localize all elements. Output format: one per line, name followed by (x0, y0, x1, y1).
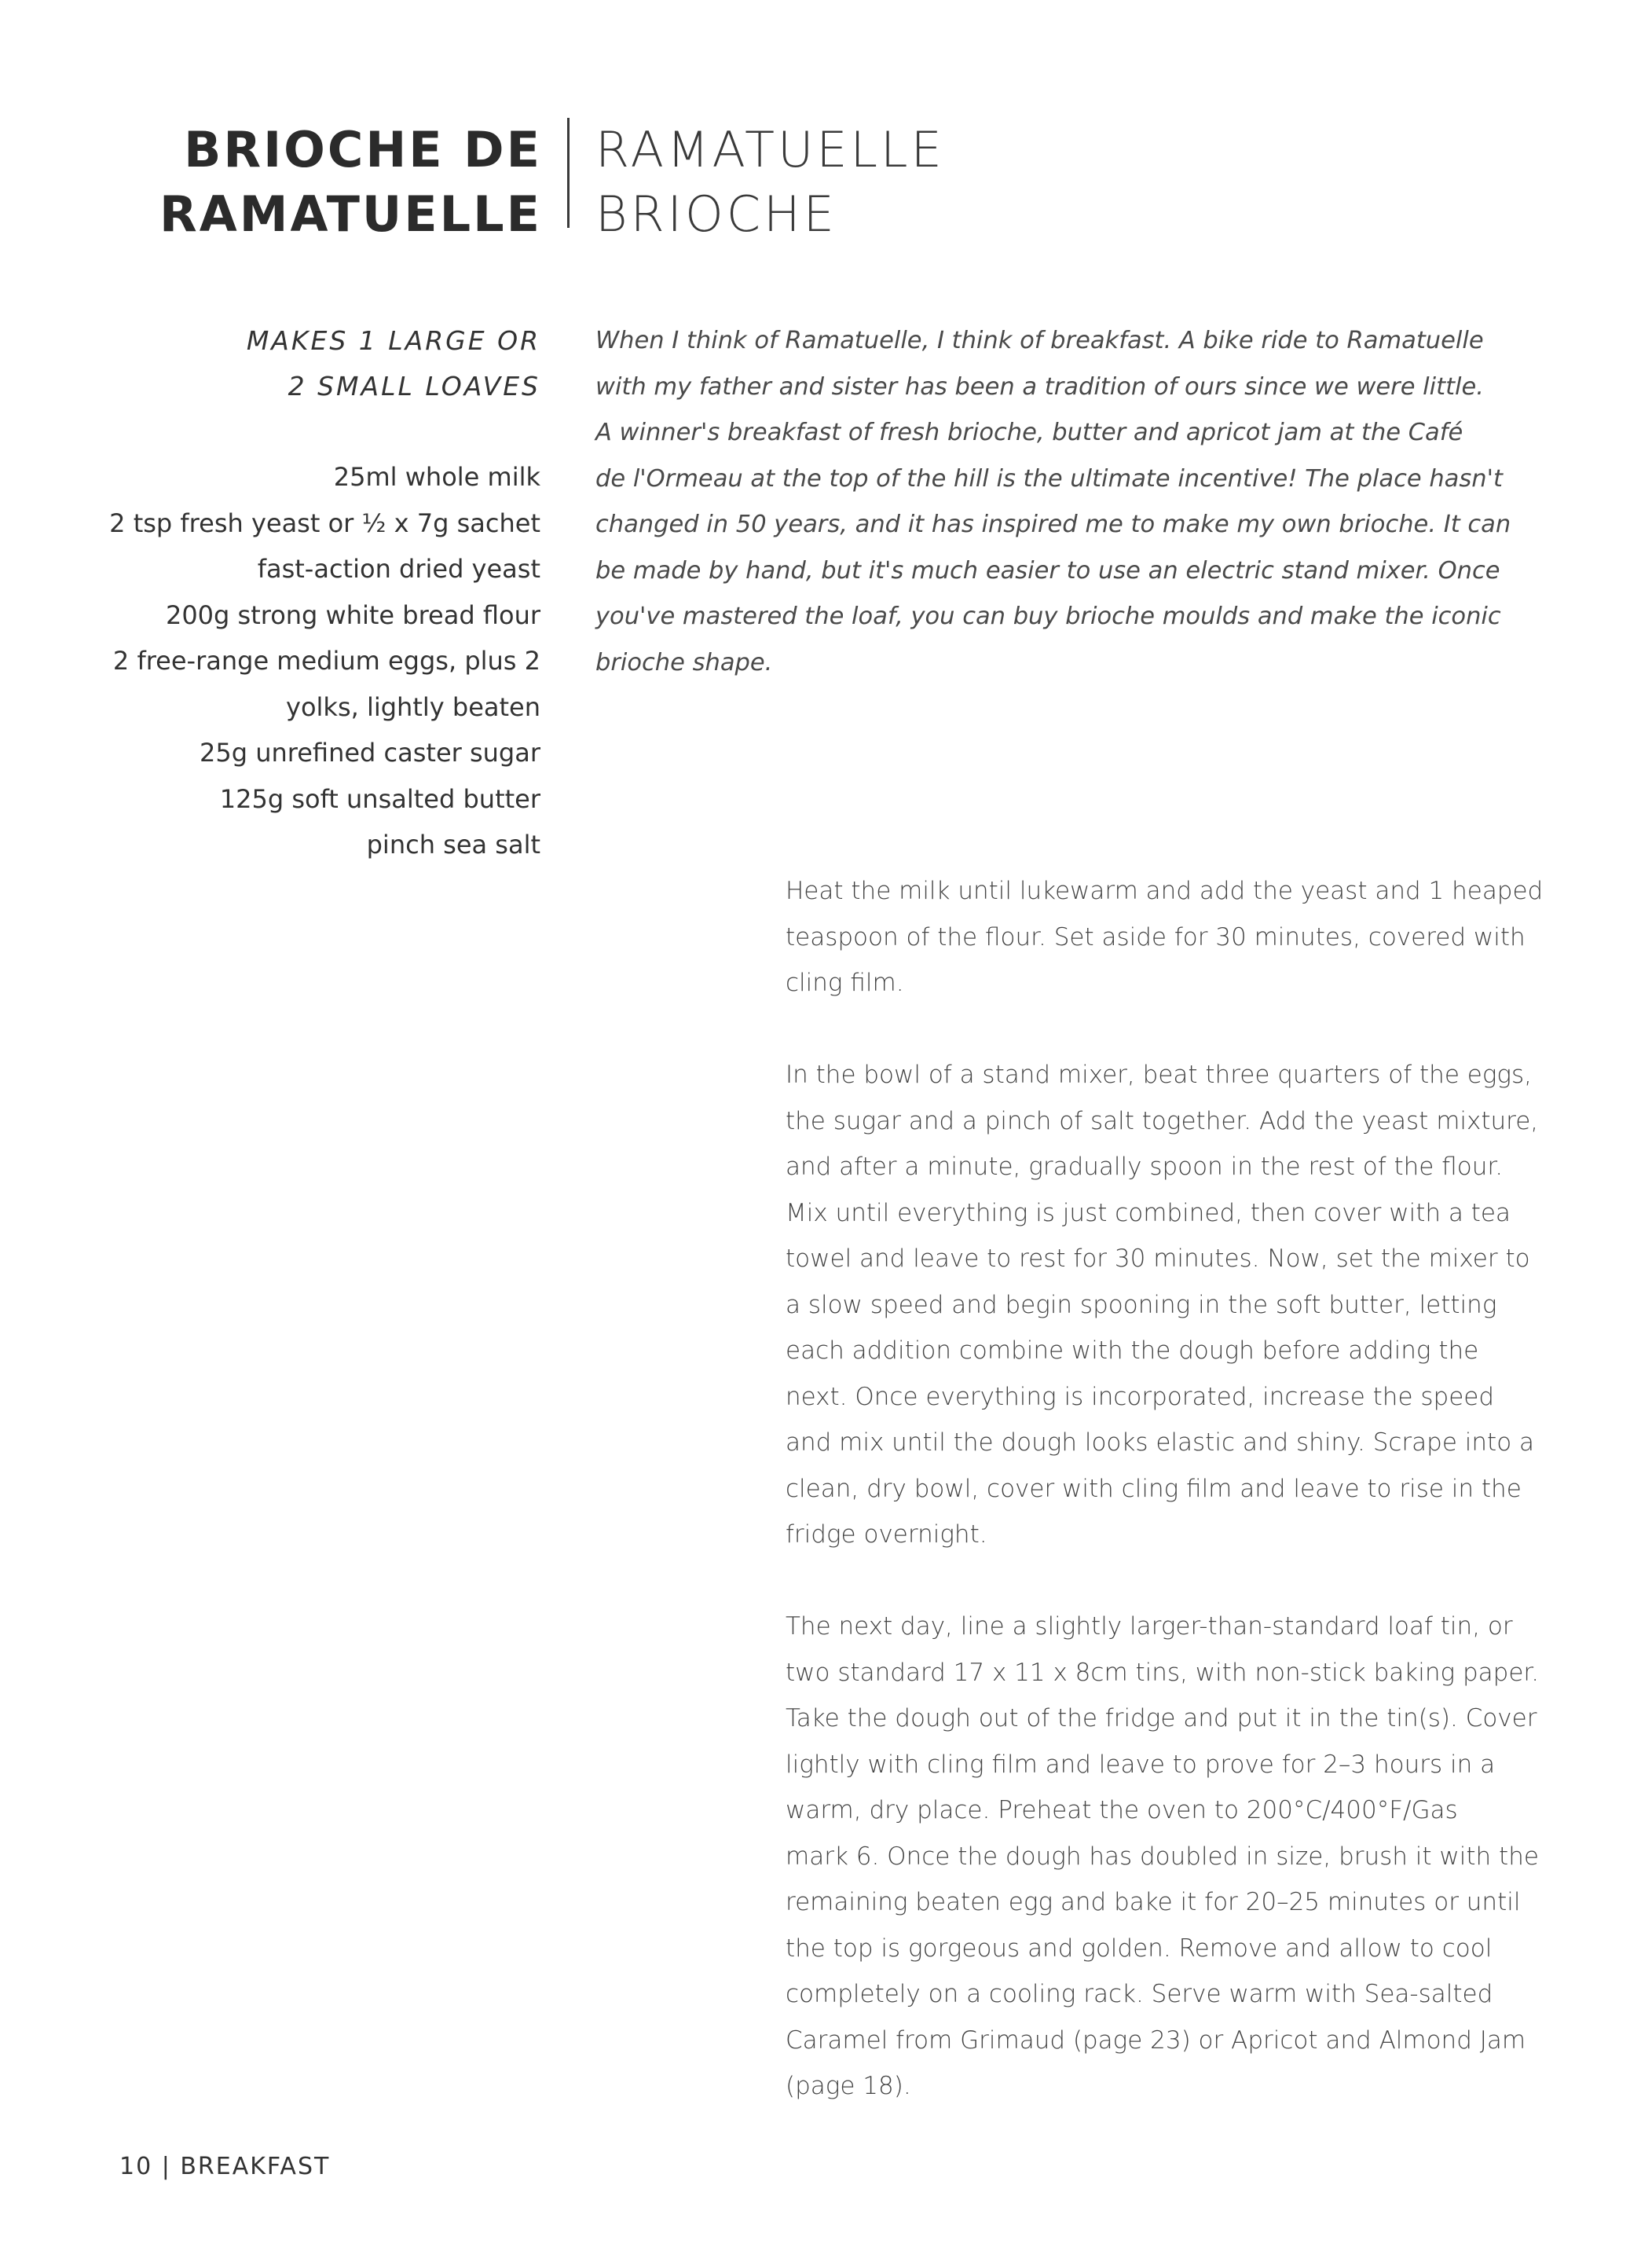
intro-line: de l'Ormeau at the top of the hill is the ultimate incentive! The place hasn't (595, 464, 1503, 493)
ingredient-item: pinch sea salt (366, 830, 540, 860)
method-line: (page 18). (786, 2072, 911, 2100)
ingredient-item: fast-action dried yeast (257, 554, 540, 584)
method-line: Take the dough out of the fridge and put it in the tin(s). Cover (786, 1704, 1537, 1732)
method-line: mark 6. Once the dough has doubled in size, brush it with the (786, 1842, 1539, 1871)
method-line: Heat the milk until lukewarm and add the yeast and 1 heaped (786, 877, 1544, 905)
method-line: remaining beaten egg and bake it for 20–25 minutes or until (786, 1888, 1521, 1916)
intro-line: changed in 50 years, and it has inspired me to make my own brioche. It can (595, 511, 1511, 538)
ingredient-item: 200g strong white bread flour (165, 599, 540, 630)
recipe-title-french (159, 118, 542, 247)
method-line: Caramel from Grimaud (page 23) or Apricot and Almond Jam (786, 2026, 1526, 2055)
method-line: The next day, line a slightly larger-than-standard loaf tin, or (786, 1612, 1513, 1641)
intro-line: When I think of Ramatuelle, I think of breakfast. A bike ride to Ramatuelle (595, 327, 1484, 354)
title-french-line: BRIOCHE DE (184, 121, 542, 178)
method-line: clean, dry bowl, cover with cling film and leave to rise in the (786, 1474, 1522, 1503)
intro-line: you've mastered the loaf, you can buy brioche moulds and make the iconic (595, 603, 1501, 630)
method-line: fridge overnight. (786, 1520, 987, 1549)
method-line: next. Once everything is incorporated, increase the speed (786, 1382, 1495, 1411)
title-french-line: RAMATUELLE (159, 185, 542, 243)
page-footer: 10 | BREAKFAST (119, 2153, 331, 2180)
method-line: the sugar and a pinch of salt together. Add the yeast mixture, (786, 1106, 1539, 1135)
method-section (786, 868, 1543, 2155)
method-line: teaspoon of the flour. Set aside for 30 minutes, covered with (786, 922, 1526, 951)
ingredient-item: 125g soft unsalted butter (219, 783, 540, 814)
method-step-1 (786, 868, 1543, 1006)
ingredient-item: 25g unrefined caster sugar (200, 738, 540, 768)
method-line: a slow speed and begin spooning in the soft butter, letting (786, 1290, 1497, 1319)
method-line: and mix until the dough looks elastic and shiny. Scrape into a (786, 1428, 1535, 1457)
method-step-2 (786, 1052, 1543, 1558)
recipe-yield (247, 318, 540, 409)
method-line: warm, dry place. Preheat the oven to 200°C/400°F/Gas (786, 1796, 1458, 1824)
method-line: cling film. (786, 969, 904, 997)
yield-line: MAKES 1 LARGE OR (246, 325, 540, 356)
method-line: In the bowl of a stand mixer, beat three quarters of the eggs, (786, 1061, 1533, 1089)
method-line: each addition combine with the dough before adding the (786, 1336, 1479, 1365)
ingredient-list (109, 454, 540, 868)
recipe-title-english (595, 118, 945, 247)
method-step-3 (786, 1604, 1543, 2110)
intro-line: A winner's breakfast of fresh brioche, butter and apricot jam at the Café (595, 419, 1463, 446)
method-line: the top is gorgeous and golden. Remove and allow to cool (786, 1934, 1493, 1963)
ingredient-item: yolks, lightly beaten (286, 691, 540, 722)
title-english-line: RAMATUELLE (595, 121, 945, 178)
method-line: two standard 17 x 11 x 8cm tins, with non-stick baking paper. (786, 1658, 1540, 1687)
intro-line: be made by hand, but it's much easier to use an electric stand mixer. Once (595, 556, 1500, 585)
yield-line: 2 SMALL LOAVES (288, 371, 540, 401)
method-line: Mix until everything is just combined, then cover with a tea (786, 1198, 1511, 1227)
method-line: towel and leave to rest for 30 minutes. Now, set the mixer to (786, 1245, 1530, 1273)
method-line: lightly with cling film and leave to prove for 2–3 hours in a (786, 1750, 1496, 1779)
intro-line: brioche shape. (595, 648, 773, 676)
title-divider (567, 118, 570, 228)
ingredient-item: 2 free-range medium eggs, plus 2 (112, 646, 540, 676)
ingredient-item: 25ml whole milk (333, 462, 540, 492)
method-line: completely on a cooling rack. Serve warm with Sea-salted (786, 1980, 1493, 2008)
ingredient-item: 2 tsp fresh yeast or ½ x 7g sachet (109, 508, 540, 538)
intro-line: with my father and sister has been a tradition of ours since we were little. (595, 372, 1484, 401)
intro-paragraph (595, 318, 1511, 686)
method-line: and after a minute, gradually spoon in the rest of the flour. (786, 1153, 1504, 1181)
title-english-line: BRIOCHE (595, 185, 837, 243)
